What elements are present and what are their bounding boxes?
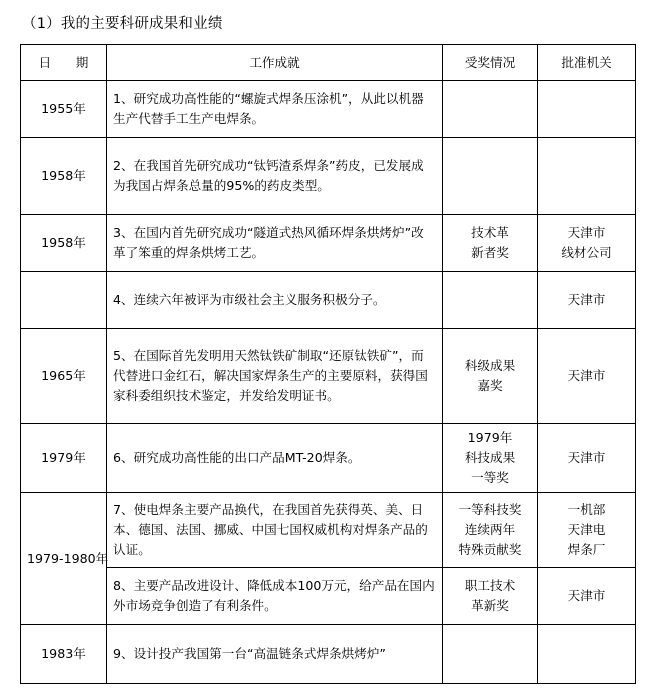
cell-achievement: 5、在国际首先发明用天然钛铁矿制取“还原钛铁矿”，而代替进口金红石，解决国家焊条生产的主要原料，获得国家科委组织技术鉴定，并发给发明证书。	[107, 329, 443, 424]
table-header	[21, 45, 636, 81]
cell-organization: 天津市	[538, 568, 636, 625]
cell-award	[443, 625, 538, 684]
cell-date: 1955年	[21, 81, 107, 138]
table-body	[21, 81, 636, 684]
cell-award: 技术革 新者奖	[443, 215, 538, 272]
table-row	[21, 138, 636, 215]
cell-organization	[538, 138, 636, 215]
cell-award	[443, 272, 538, 329]
cell-achievement: 8、主要产品改进设计、降低成本100万元，给产品在国内外市场竞争创造了有利条件。	[107, 568, 443, 625]
cell-award: 1979年 科技成果 一等奖	[443, 424, 538, 493]
cell-achievement: 9、设计投产我国第一台“高温链条式焊条烘烤炉”	[107, 625, 443, 684]
cell-organization	[538, 625, 636, 684]
cell-award: 一等科技奖 连续两年 特殊贡献奖	[443, 493, 538, 568]
achievements-table	[20, 44, 636, 684]
table-row	[21, 493, 636, 568]
cell-organization: 一机部 天津电 焊条厂	[538, 493, 636, 568]
cell-organization: 天津市	[538, 272, 636, 329]
cell-achievement: 7、使电焊条主要产品换代，在我国首先获得英、美、日本、德国、法国、挪威、中国七国权威机构对焊条产品的认证。	[107, 493, 443, 568]
column-header-award: 受奖情况	[443, 45, 538, 81]
table-row	[21, 568, 636, 625]
cell-organization: 天津市 线材公司	[538, 215, 636, 272]
table-header-row	[21, 45, 636, 81]
table-row	[21, 424, 636, 493]
table-row	[21, 272, 636, 329]
cell-date	[21, 272, 107, 329]
cell-achievement: 1、研究成功高性能的“螺旋式焊条压涂机”，从此以机器生产代替手工生产电焊条。	[107, 81, 443, 138]
cell-date: 1958年	[21, 138, 107, 215]
cell-date: 1979-1980年	[21, 493, 107, 625]
cell-award: 科级成果 嘉奖	[443, 329, 538, 424]
cell-organization: 天津市	[538, 424, 636, 493]
table-row	[21, 625, 636, 684]
cell-achievement: 4、连续六年被评为市级社会主义服务积极分子。	[107, 272, 443, 329]
column-header-date: 日 期	[21, 45, 107, 81]
cell-achievement: 6、研究成功高性能的出口产品MT-20焊条。	[107, 424, 443, 493]
column-header-organization: 批准机关	[538, 45, 636, 81]
cell-date: 1965年	[21, 329, 107, 424]
cell-award	[443, 138, 538, 215]
table-row	[21, 81, 636, 138]
cell-award	[443, 81, 538, 138]
page-title: （1）我的主要科研成果和业绩	[22, 16, 223, 32]
cell-organization	[538, 81, 636, 138]
cell-date: 1979年	[21, 424, 107, 493]
column-header-achievement: 工作成就	[107, 45, 443, 81]
cell-award: 职工技术 革新奖	[443, 568, 538, 625]
table-row	[21, 215, 636, 272]
cell-achievement: 3、在国内首先研究成功“隧道式热风循环焊条烘烤炉”改革了笨重的焊条烘烤工艺。	[107, 215, 443, 272]
table-row	[21, 329, 636, 424]
cell-date: 1958年	[21, 215, 107, 272]
cell-date: 1983年	[21, 625, 107, 684]
cell-organization: 天津市	[538, 329, 636, 424]
cell-achievement: 2、在我国首先研究成功“钛钙渣系焊条”药皮，已发展成为我国占焊条总量的95%的药皮类型。	[107, 138, 443, 215]
